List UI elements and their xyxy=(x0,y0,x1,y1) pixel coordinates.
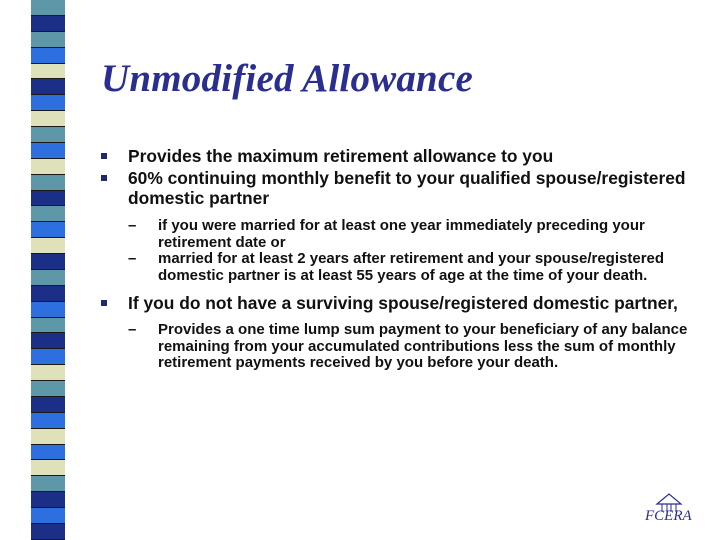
dash-bullet: – xyxy=(128,321,137,338)
sub-bullet-item xyxy=(100,322,700,372)
sub-bullet-text: Provides a one time lump sum payment to your beneficiary of any balance remaining from your accumulated contributions less the sum of monthly retirement payments received by you before your death. xyxy=(158,321,688,371)
stripe-segment xyxy=(31,302,65,318)
stripe-segment xyxy=(31,127,65,143)
bullet-item xyxy=(100,293,700,313)
stripe-segment xyxy=(31,270,65,286)
stripe-segment xyxy=(31,32,65,48)
stripe-segment xyxy=(31,508,65,524)
stripe-segment xyxy=(31,0,65,16)
square-bullet-icon xyxy=(101,175,107,181)
stripe-segment xyxy=(31,413,65,429)
sub-bullet-text: if you were married for at least one year immediately preceding your retirement date or xyxy=(158,217,645,251)
stripe-segment xyxy=(31,143,65,159)
stripe-segment xyxy=(31,365,65,381)
stripe-segment xyxy=(31,159,65,175)
stripe-segment xyxy=(31,254,65,270)
bullet-list xyxy=(100,146,700,372)
decorative-stripe-bar xyxy=(31,0,65,540)
stripe-segment xyxy=(31,175,65,191)
stripe-segment xyxy=(31,333,65,349)
stripe-segment xyxy=(31,524,65,540)
square-bullet-icon xyxy=(101,153,107,159)
sub-bullet-item xyxy=(100,251,700,284)
fcera-logo xyxy=(645,490,705,526)
sub-bullet-text: married for at least 2 years after retirement and your spouse/registered domestic partner is at least 55 years of age at the time of your death. xyxy=(158,250,665,284)
stripe-segment xyxy=(31,79,65,95)
bullet-item xyxy=(100,146,700,166)
stripe-segment xyxy=(31,16,65,32)
stripe-segment xyxy=(31,64,65,80)
stripe-segment xyxy=(31,48,65,64)
stripe-segment xyxy=(31,492,65,508)
square-bullet-icon xyxy=(101,300,107,306)
stripe-segment xyxy=(31,191,65,207)
stripe-segment xyxy=(31,460,65,476)
logo-text: FCERA xyxy=(645,508,692,524)
stripe-segment xyxy=(31,381,65,397)
stripe-segment xyxy=(31,397,65,413)
sub-bullet-item xyxy=(100,218,700,251)
stripe-segment xyxy=(31,349,65,365)
stripe-segment xyxy=(31,95,65,111)
stripe-segment xyxy=(31,476,65,492)
stripe-segment xyxy=(31,111,65,127)
stripe-segment xyxy=(31,206,65,222)
slide-title: Unmodified Allowance xyxy=(101,57,473,100)
bullet-item xyxy=(100,168,700,208)
stripe-segment xyxy=(31,445,65,461)
bullet-text: If you do not have a surviving spouse/registered domestic partner, xyxy=(128,293,678,313)
stripe-segment xyxy=(31,286,65,302)
stripe-segment xyxy=(31,238,65,254)
dash-bullet: – xyxy=(128,250,137,267)
stripe-segment xyxy=(31,222,65,238)
bullet-text: 60% continuing monthly benefit to your qualified spouse/registered domestic partner xyxy=(128,168,686,208)
dash-bullet: – xyxy=(128,217,137,234)
stripe-segment xyxy=(31,429,65,445)
stripe-segment xyxy=(31,318,65,334)
bullet-text: Provides the maximum retirement allowance to you xyxy=(128,146,554,166)
